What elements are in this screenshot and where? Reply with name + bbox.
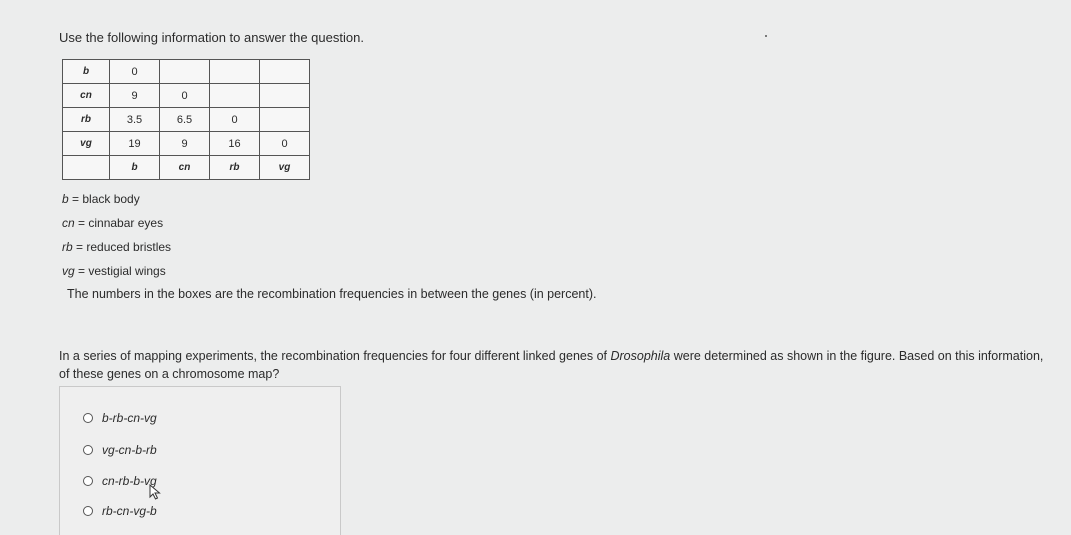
answer-option[interactable] <box>83 474 157 488</box>
gene-description: = reduced bristles <box>72 240 172 254</box>
stray-dot <box>765 35 767 37</box>
table-cell: vg <box>63 132 110 156</box>
question-intro: Use the following information to answer the question. <box>59 30 364 45</box>
question-text <box>59 347 1069 383</box>
answer-option[interactable] <box>83 411 157 425</box>
legend-item <box>62 240 171 254</box>
legend-item <box>62 264 166 278</box>
radio-button[interactable] <box>83 506 93 516</box>
table-cell <box>210 60 260 84</box>
table-cell: rb <box>63 108 110 132</box>
table-cell: 0 <box>210 108 260 132</box>
table-cell <box>260 84 310 108</box>
question-part1: In a series of mapping experiments, the recombination frequencies for four different linked genes of <box>59 349 611 363</box>
table-row <box>63 108 310 132</box>
table-cell <box>260 108 310 132</box>
question-species: Drosophila <box>610 349 671 363</box>
mouse-pointer-icon <box>149 484 161 500</box>
gene-symbol: vg <box>62 264 75 278</box>
gene-symbol: rb <box>62 240 73 254</box>
table-cell <box>260 60 310 84</box>
question-line2: of these genes on a chromosome map? <box>59 367 280 381</box>
gene-description: = cinnabar eyes <box>74 216 164 230</box>
table-cell: b <box>63 60 110 84</box>
gene-description: = vestigial wings <box>74 264 166 278</box>
table-cell: 3.5 <box>110 108 160 132</box>
table-cell: 0 <box>260 132 310 156</box>
table-cell: 0 <box>110 60 160 84</box>
table-cell: cn <box>63 84 110 108</box>
table-cell <box>63 156 110 180</box>
table-cell: 16 <box>210 132 260 156</box>
table-cell: 9 <box>110 84 160 108</box>
option-label[interactable]: cn-rb-b-vg <box>102 474 157 488</box>
table-cell: rb <box>210 156 260 180</box>
option-label[interactable]: b-rb-cn-vg <box>102 411 157 425</box>
radio-button[interactable] <box>83 445 93 455</box>
table-row <box>63 84 310 108</box>
answer-option[interactable] <box>83 443 157 457</box>
gene-description: = black body <box>68 192 140 206</box>
table-row <box>63 156 310 180</box>
radio-button[interactable] <box>83 413 93 423</box>
option-label[interactable]: rb-cn-vg-b <box>102 504 157 518</box>
option-label[interactable]: vg-cn-b-rb <box>102 443 157 457</box>
gene-symbol: b <box>62 192 69 206</box>
answer-option[interactable] <box>83 504 157 518</box>
recombination-table <box>62 59 310 180</box>
table-cell: 6.5 <box>160 108 210 132</box>
legend-item <box>62 216 163 230</box>
table-cell: b <box>110 156 160 180</box>
table-cell: cn <box>160 156 210 180</box>
table-cell: 9 <box>160 132 210 156</box>
table-cell: vg <box>260 156 310 180</box>
legend-item <box>62 192 140 206</box>
table-cell: 19 <box>110 132 160 156</box>
table-note: The numbers in the boxes are the recombination frequencies in between the genes (in percent). <box>67 287 597 301</box>
table-row <box>63 132 310 156</box>
table-cell <box>160 60 210 84</box>
table-cell: 0 <box>160 84 210 108</box>
gene-symbol: cn <box>62 216 75 230</box>
radio-button[interactable] <box>83 476 93 486</box>
table-cell <box>210 84 260 108</box>
question-part2: were determined as shown in the figure. Based on this information, <box>670 349 1044 363</box>
table-row <box>63 60 310 84</box>
